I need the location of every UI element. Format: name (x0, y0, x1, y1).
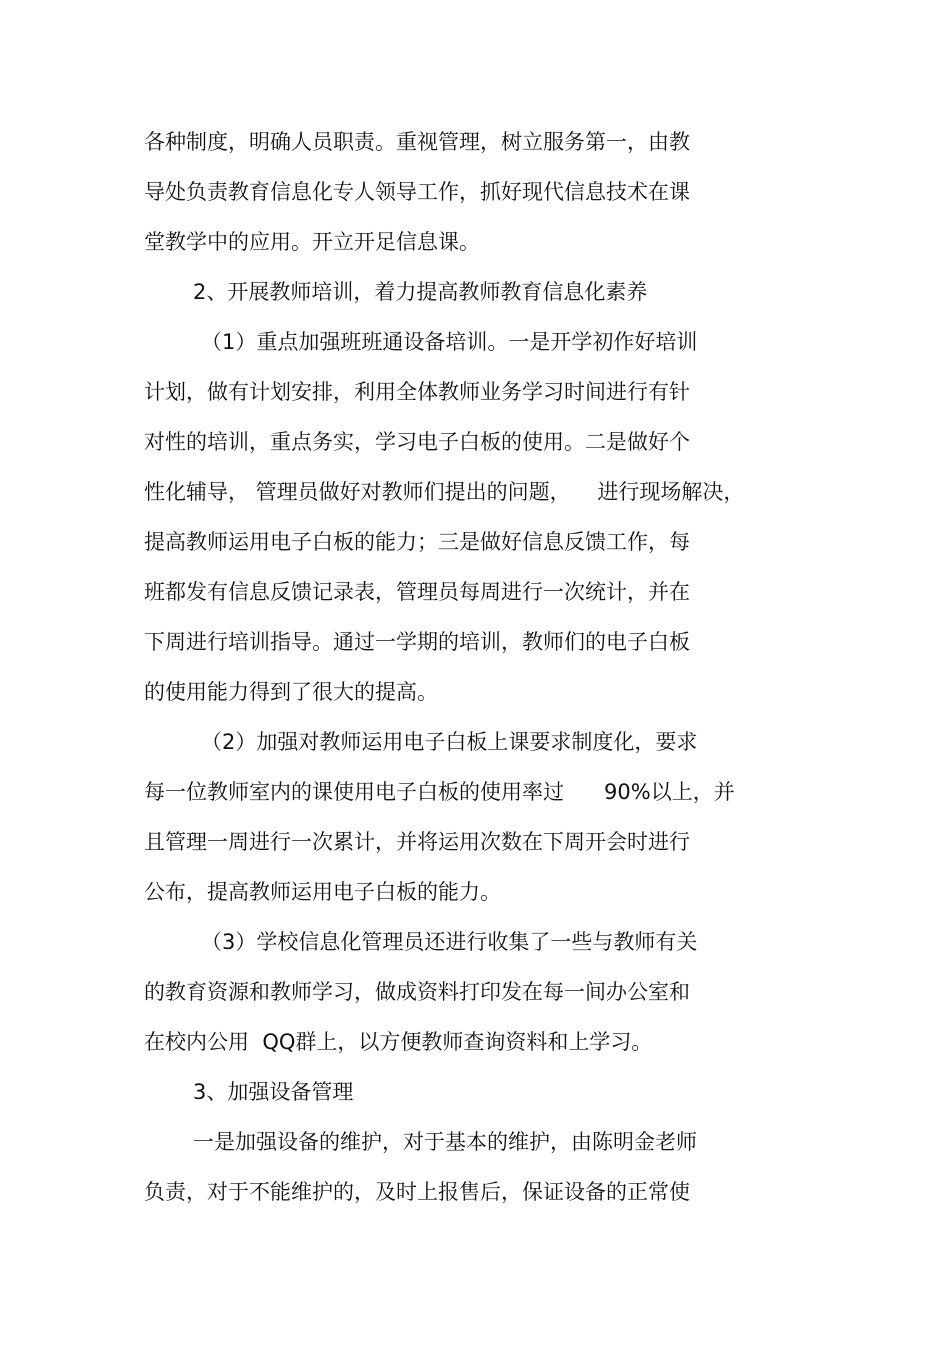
text-line-2: 导处负责教育信息化专人领导工作，抓好现代信息技术在课 (144, 180, 690, 204)
text-line-3: 堂教学中的应用。开立开足信息课。 (144, 230, 480, 254)
text-line-10: 班都发有信息反馈记录表，管理员每周进行一次统计，并在 (144, 580, 690, 604)
text-line-1: 各种制度，明确人员职责。重视管理，树立服务第一，由教 (144, 130, 690, 154)
text-line-11: 下周进行培训指导。通过一学期的培训，教师们的电子白板 (144, 630, 690, 654)
text-line-15: 且管理一周进行一次累计，并将运用次数在下周开会时进行 (144, 830, 690, 854)
text-line-7: 对性的培训，重点务实，学习电子白板的使用。二是做好个 (144, 430, 690, 454)
text-line-6: 计划，做有计划安排，利用全体教师业务学习时间进行有针 (144, 380, 690, 404)
text-line-13: （2）加强对教师运用电子白板上课要求制度化，要求 (201, 730, 698, 754)
section-heading-3: 3、加强设备管理 (193, 1080, 354, 1104)
text-line-14: 每一位教师室内的课使用电子白板的使用率过 90%以上，并 (144, 780, 735, 804)
text-line-8: 性化辅导， 管理员做好对教师们提出的问题， 进行现场解决， (144, 480, 745, 504)
text-line-12: 的使用能力得到了很大的提高。 (144, 680, 438, 704)
text-line-9: 提高教师运用电子白板的能力；三是做好信息反馈工作，每 (144, 530, 690, 554)
text-line-5: （1）重点加强班班通设备培训。一是开学初作好培训 (201, 330, 698, 354)
section-heading-2: 2、开展教师培训，着力提高教师教育信息化素养 (193, 280, 648, 304)
text-line-21: 一是加强设备的维护，对于基本的维护，由陈明金老师 (193, 1130, 697, 1154)
text-line-19: 在校内公用 QQ群上，以方便教师查询资料和上学习。 (144, 1030, 653, 1054)
text-line-17: （3）学校信息化管理员还进行收集了一些与教师有关 (201, 930, 698, 954)
text-line-16: 公布，提高教师运用电子白板的能力。 (144, 880, 501, 904)
text-line-22: 负责，对于不能维护的，及时上报售后，保证设备的正常使 (144, 1180, 690, 1204)
text-line-18: 的教育资源和教师学习，做成资料打印发在每一间办公室和 (144, 980, 690, 1004)
